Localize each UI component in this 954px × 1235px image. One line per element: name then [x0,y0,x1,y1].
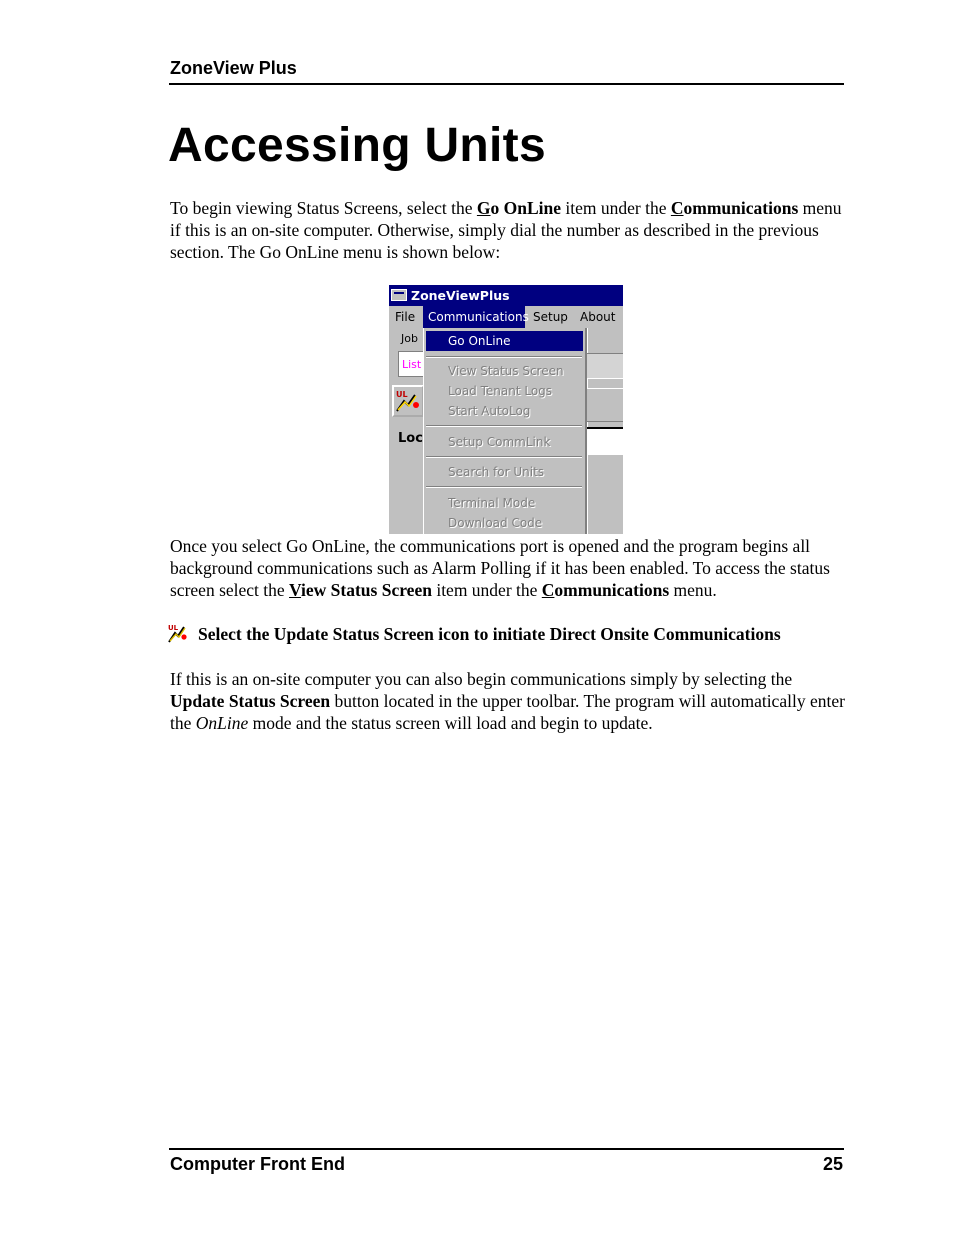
menu-file[interactable]: File [395,310,416,324]
menu-item-start-autolog[interactable]: Start AutoLog [448,404,531,418]
menu-communications[interactable]: Communications [423,306,525,328]
menu-bar [389,306,623,328]
onsite-paragraph: If this is an on-site computer you can also begin communications simply by selecting the Update Status Screen button located in the upper toolbar. The program will automatically enter the OnLine mode and the status screen will load and begin to update. [170,669,845,733]
menu-separator [426,486,582,488]
menu-item-setup-commlink[interactable]: Setup CommLink [448,435,551,449]
intro-paragraph: To begin viewing Status Screens, select the Go OnLine item under the Communications menu if this is an on-site computer. Otherwise, simply dial the number as described in the previous section. The Go OnLine menu is shown below: [170,198,842,262]
communications-dropdown [423,328,587,534]
menu-item-download-code[interactable]: Download Code [448,516,543,530]
footer-section-title: Computer Front End [170,1154,345,1174]
header-rule [169,83,844,85]
update-status-icon [394,387,422,415]
right-toolbar-strip [587,388,623,422]
page-number: 25 [822,1154,843,1174]
window-system-icon [391,289,407,301]
menu-item-go-online[interactable]: Go OnLine [426,331,583,351]
menu-item-terminal-mode[interactable]: Terminal Mode [448,496,536,510]
list-box: List [398,351,428,377]
menu-about[interactable]: About [580,310,616,324]
online-paragraph: Once you select Go OnLine, the communications port is opened and the program begins all background communications such as Alarm Polling if it has been enabled. To access the status screen select the View Status Screen item under the Communications menu. [170,536,830,600]
menu-item-load-tenant-logs[interactable]: Load Tenant Logs [448,384,553,398]
right-field-1 [587,353,623,379]
window-title: ZoneViewPlus [411,288,510,303]
go-online-menu-screenshot [389,285,623,534]
tip-text: Select the Update Status Screen icon to initiate Direct Onsite Communications [198,624,781,644]
menu-separator [426,356,582,358]
right-field-2 [587,427,623,455]
update-status-button[interactable] [392,385,424,417]
menu-setup[interactable]: Setup [533,310,568,324]
window-titlebar [389,285,623,306]
page-title: Accessing Units [168,119,546,172]
footer-rule [169,1148,844,1150]
running-header: ZoneView Plus [170,58,297,78]
menu-item-view-status-screen[interactable]: View Status Screen [448,364,564,378]
update-status-icon [167,622,189,644]
menu-separator [426,456,582,458]
svg-text:UL: UL [396,390,408,399]
svg-text:UL: UL [168,624,179,632]
loc-label: Loc [398,431,423,446]
job-label: Job [401,332,418,345]
menu-separator [426,425,582,427]
menu-item-search-for-units[interactable]: Search for Units [448,465,545,479]
